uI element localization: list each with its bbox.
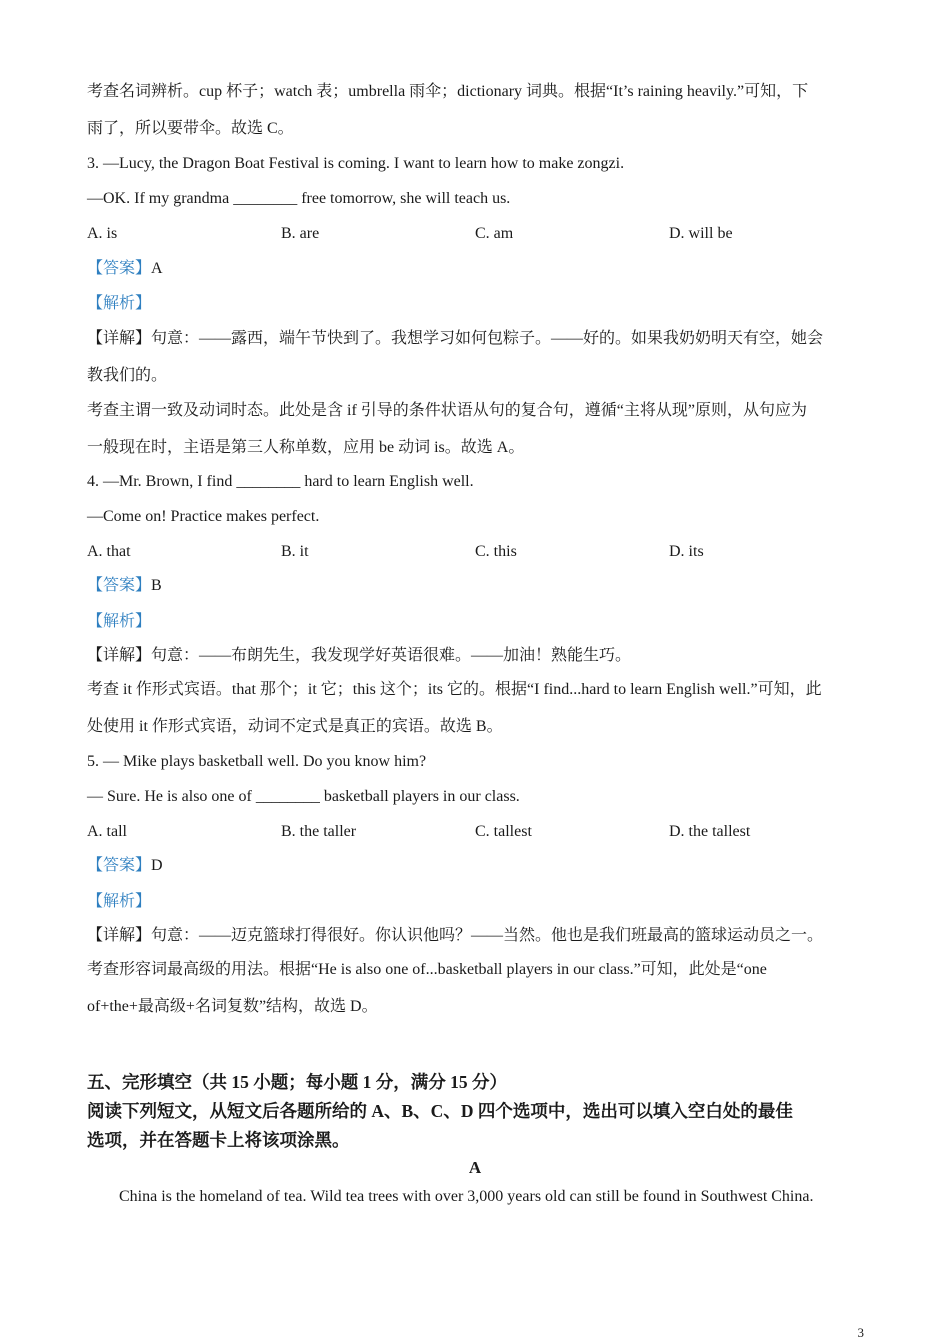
question-3-dialogue: —OK. If my grandma ________ free tomorrow, she will teach us. [87, 190, 511, 207]
section-instruction-2: 选项，并在答题卡上将该项涂黑。 [87, 1130, 350, 1150]
question-5-answer [87, 856, 163, 876]
question-4-stem: 4. —Mr. Brown, I find ________ hard to learn English well. [87, 473, 474, 490]
question-5-dialogue: — Sure. He is also one of ________ basketball players in our class. [87, 788, 520, 805]
question-5-detail-1 [87, 926, 823, 946]
question-3-detail-4: 一般现在时，主语是第三人称单数，应用 be 动词 is。故选 A。 [87, 439, 525, 456]
detail-tag: 【详解】 [87, 330, 152, 347]
question-5-detail-3: of+the+最高级+名词复数”结构，故选 D。 [87, 998, 378, 1015]
answer-value: A [151, 260, 163, 277]
question-5-option-b: B. the taller [281, 823, 357, 840]
answer-tag: 【答案】 [87, 577, 152, 594]
question-4-dialogue: —Come on! Practice makes perfect. [87, 508, 320, 525]
detail-tag: 【详解】 [87, 927, 152, 944]
question-4-detail-2: 考查 it 作形式宾语。that 那个；it 它；this 这个；its 它的。根据“I find...hard to learn English well.”可知，此 [87, 681, 822, 698]
question-4-answer [87, 576, 162, 596]
section-title: 五、完形填空（共 15 小题；每小题 1 分，满分 15 分） [87, 1072, 507, 1092]
question-5-detail-2: 考查形容词最高级的用法。根据“He is also one of...basketball players in our class.”可知，此处是“one [87, 961, 767, 978]
answer-value: D [151, 857, 163, 874]
question-4-option-a: A. that [87, 543, 131, 560]
question-4-detail-1 [87, 646, 631, 666]
answer-tag: 【答案】 [87, 260, 152, 277]
question-3-detail-2: 教我们的。 [87, 367, 168, 384]
page-number: 3 [857, 1325, 864, 1340]
passage-line-1: China is the homeland of tea. Wild tea trees with over 3,000 years old can still be found in Southwest China. [119, 1188, 814, 1205]
question-3-detail-1 [87, 329, 823, 349]
question-3-option-d: D. will be [669, 225, 733, 242]
question-3-option-a: A. is [87, 225, 118, 242]
question-4-option-c: C. this [475, 543, 517, 560]
detail-text: 句意：——露西，端午节快到了。我想学习如何包粽子。——好的。如果我奶奶明天有空，她会 [151, 330, 824, 347]
question-3-detail-3: 考查主谓一致及动词时态。此处是含 if 引导的条件状语从句的复合句，遵循“主将从现”原则，从句应为 [87, 402, 807, 419]
detail-tag: 【详解】 [87, 647, 152, 664]
question-4-option-b: B. it [281, 543, 309, 560]
question-4-detail-3: 处使用 it 作形式宾语，动词不定式是真正的宾语。故选 B。 [87, 718, 503, 735]
question-4-analysis-tag: 【解析】 [87, 613, 152, 630]
question-5-option-d: D. the tallest [669, 823, 751, 840]
question-3-stem: 3. —Lucy, the Dragon Boat Festival is coming. I want to learn how to make zongzi. [87, 155, 625, 172]
question-5-option-c: C. tallest [475, 823, 532, 840]
detail-text: 句意：——迈克篮球打得很好。你认识他吗？——当然。他也是我们班最高的篮球运动员之一。 [151, 927, 824, 944]
question-3-answer [87, 259, 163, 279]
passage-label: A [468, 1158, 482, 1177]
question-5-option-a: A. tall [87, 823, 127, 840]
intro-line-1: 考查名词辨析。cup 杯子；watch 表；umbrella 雨伞；dictionary 词典。根据“It’s raining heavily.”可知，下 [87, 83, 809, 100]
question-4-option-d: D. its [669, 543, 704, 560]
question-5-stem: 5. — Mike plays basketball well. Do you know him? [87, 753, 427, 770]
intro-line-2: 雨了，所以要带伞。故选 C。 [87, 120, 294, 137]
question-3-option-b: B. are [281, 225, 320, 242]
question-3-analysis-tag: 【解析】 [87, 295, 152, 312]
question-3-option-c: C. am [475, 225, 514, 242]
question-5-analysis-tag: 【解析】 [87, 893, 152, 910]
section-instruction-1: 阅读下列短文，从短文后各题所给的 A、B、C、D 四个选项中，选出可以填入空白处的最佳 [87, 1101, 793, 1121]
detail-text: 句意：——布朗先生，我发现学好英语很难。——加油！熟能生巧。 [151, 647, 632, 664]
answer-value: B [151, 577, 162, 594]
answer-tag: 【答案】 [87, 857, 152, 874]
